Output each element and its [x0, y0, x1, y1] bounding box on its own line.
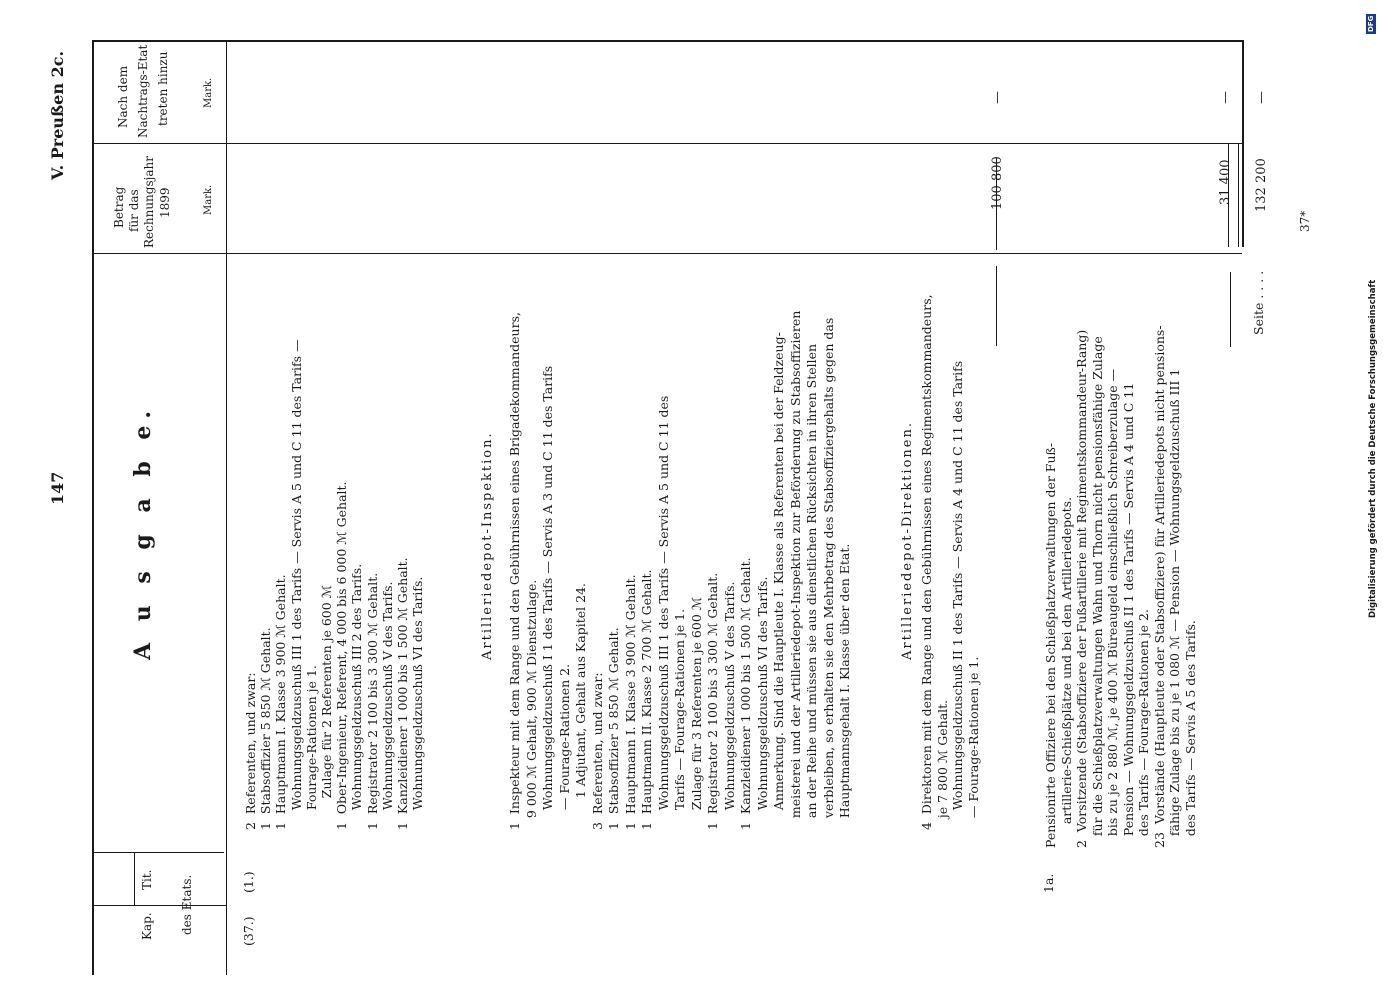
text-line: 2 Vorsitzende (Stabsoffiziere der Fußartillerie mit Regimentskommandeur-Rang) [1074, 329, 1089, 848]
top-rule [92, 40, 1244, 42]
amount-total: 132 200 [1254, 158, 1269, 212]
running-head: V. Preußen 2c. [48, 50, 67, 180]
text-line: für die Schießplatzverwaltungen Wahn und Thorn nicht pensionsfähige Zulage [1089, 336, 1105, 848]
text-line: 3 Referenten, und zwar: [589, 672, 605, 830]
kap-col-line [94, 905, 226, 906]
text-line: des Tarifs — Servis A 5 des Tarifs. [1182, 620, 1198, 848]
text-line: — Fourage-Rationen 2. [556, 663, 572, 830]
text-line: je 7 800 ℳ Gehalt. [934, 699, 950, 830]
dash-total: — [1254, 91, 1269, 104]
text-line: Wohnungsgeldzuschuß III 1 des Tarifs — Servis A 5 und C 11 des Tarifs — [288, 339, 304, 830]
header-nachtrag-2: Nachtrags-Etat [136, 44, 150, 138]
text-line: 1 Kanzleidiener 1 000 bis 1 500 ℳ Gehalt. [738, 557, 753, 830]
left-border [92, 40, 94, 975]
text-line: 1 Registrator 2 100 bis 3 300 ℳ Gehalt. [364, 572, 380, 830]
block-divider [996, 266, 997, 346]
column-divider-1 [226, 40, 227, 975]
amount-2: 31 400 [1218, 159, 1233, 205]
text-line: Hauptmannsgehalt I. Klasse über den Etat. [837, 543, 852, 830]
page-number: 147 [48, 471, 67, 505]
text-line: Anmerkung. Sind die Hauptleute I. Klasse als Referenten bei der Feldzeug- [771, 332, 786, 830]
text-line: Wohnungsgeldzuschuß VI des Tarifs. [410, 576, 426, 830]
text-line: 1 Ober-Ingenieur, Referent, 4 000 bis 6 000 ℳ Gehalt. [334, 481, 350, 830]
text-line: an der Reihe und müssen sie aus dienstlichen Rücksichten in ihren Stellen [804, 343, 819, 830]
signature-mark: 37* [1298, 210, 1312, 232]
sum-rule [1238, 143, 1239, 247]
tit-value-2: 1a. [1041, 873, 1056, 893]
tit-col-divider [94, 852, 95, 853]
header-nachtrag-1: Nach dem [116, 65, 130, 128]
heading-inspektion: Artilleriedepot-Inspektion. [480, 431, 495, 660]
text-line: bis zu je 2 880 ℳ, je 400 ℳ Büreaugeld einschließlich Schreiberzulage — [1105, 368, 1120, 848]
header-betrag-2: für das [127, 189, 141, 232]
text-line: — Fourage-Rationen je 1. [965, 656, 981, 830]
right-border [1242, 40, 1244, 247]
text-line: Wohnungsgeldzuschuß V des Tarifs. [379, 581, 395, 830]
text-line: 1 Kanzleidiener 1 000 bis 1 500 ℳ Gehalt. [395, 557, 410, 830]
text-line: Tarifs — Fourage-Rationen je 1. [672, 608, 687, 830]
section-title: A u s g a b e. [130, 403, 156, 660]
seite-label: Seite . . . . [1251, 270, 1266, 335]
text-line: 1 Stabsoffizier 5 850 ℳ Gehalt. [606, 627, 621, 830]
text-line: 1 Hauptmann I. Klasse 3 900 ℳ Gehalt. [273, 574, 289, 830]
text-line: meisterei und der Artilleriedepot-Inspektion zur Beförderung zu Stabsoffizieren [787, 310, 803, 830]
text-line: Wohnungsgeldzuschuß I 1 des Tarifs — Servis A 3 und C 11 des Tarifs [540, 365, 555, 830]
header-rule-main [94, 253, 1242, 254]
text-line: Pensionirte Offiziere bei den Schießplatzverwaltungen der Fuß- [1043, 442, 1058, 848]
text-line: verbleiben, so erhalten sie den Mehrbetrag des Stabsoffiziergehalts gegen das [820, 317, 836, 830]
text-line: Wohnungsgeldzuschuß II 1 des Tarifs — Servis A 4 und C 11 des Tarifs [950, 360, 965, 830]
header-rule-cols [94, 852, 224, 853]
header-betrag-1: Betrag [112, 186, 126, 228]
seite-rule [1230, 272, 1231, 347]
amount-1: 100 800 [990, 156, 1005, 210]
text-line: 1 Hauptmann I. Klasse 3 900 ℳ Gehalt. [622, 574, 638, 830]
text-line: 2 Referenten, und zwar: [243, 672, 258, 830]
text-line: Wohnungsgeldzuschuß III 2 des Tarifs. [349, 563, 365, 830]
dfg-logo: DFG [1367, 15, 1375, 32]
credit-text: Digitalisierung gefördert durch die Deutsche Forschungsgemeinschaft [1368, 279, 1378, 618]
dash-1: — [990, 91, 1005, 104]
header-betrag-unit: Mark. [203, 184, 214, 215]
text-line: 1 Inspekteur mit dem Range und den Gebührnissen eines Brigadekommandeurs, [507, 312, 522, 830]
sub-rule-1b [996, 253, 997, 254]
text-line: Wohnungsgeldzuschuß III 1 des Tarifs — Servis A 5 und C 11 des [655, 395, 671, 830]
text-line: 1 Adjutant, Gehalt aus Kapitel 24. [573, 583, 588, 830]
text-line: Zulage für 2 Referenten je 600 ℳ [319, 584, 334, 830]
text-line: 23 Vorstände (Hauptleute oder Stabsoffiziere) für Artilleriedepots nicht pensions- [1151, 325, 1167, 848]
header-des-etats: des Etats. [180, 874, 194, 935]
text-line: Pension — Wohnungsgeldzuschuß II 1 des Tarifs — Servis A 4 und C 11 [1120, 382, 1136, 848]
text-line: des Tarifs — Fourage-Rationen je 2. [1136, 609, 1151, 848]
header-nachtrag-unit: Mark. [203, 77, 214, 108]
text-line: Zulage für 3 Referenten je 600 ℳ [688, 596, 704, 830]
kap-value: (37.) [241, 916, 256, 946]
text-line: 1 Hauptmann II. Klasse 2 700 ℳ Gehalt. [639, 569, 654, 830]
heading-direktionen: Artilleriedepot-Direktionen. [900, 421, 915, 660]
header-betrag-4: 1899 [158, 187, 172, 218]
text-line: Wohnungsgeldzuschuß V des Tarifs. [721, 581, 737, 830]
header-betrag-3: Rechnungsjahr [142, 156, 156, 248]
text-line: Wohnungsgeldzuschuß VI des Tarifs. [754, 576, 770, 830]
amounts-rule [94, 143, 1242, 144]
text-line: fähige Zulage bis zu je 1 080 ℳ — Pension — Wohnungsgeldzuschuß III 1 [1167, 368, 1182, 848]
text-line: 1 Stabsoffizier 5 850 ℳ Gehalt. [258, 627, 274, 830]
text-line: Fourage-Rationen je 1. [303, 665, 319, 830]
header-kap: Kap. [140, 912, 154, 940]
text-line: artillerie-Schießplätze und bei den Artilleriedepots. [1058, 496, 1074, 848]
text-line: 4 Direktoren mit dem Range und den Gebührnissen eines Regimentskommandeurs, [919, 294, 934, 830]
header-nachtrag-3: treten hinzu [156, 51, 170, 126]
header-tit: Tit. [140, 869, 154, 890]
tit-col-line [134, 852, 135, 906]
text-line: 1 Registrator 2 100 bis 3 300 ℳ Gehalt. [705, 572, 720, 830]
dash-2: — [1218, 91, 1233, 104]
tit-value: (1.) [241, 871, 256, 893]
text-line: 9 000 ℳ Gehalt, 900 ℳ Dienstzulage. [523, 579, 539, 830]
